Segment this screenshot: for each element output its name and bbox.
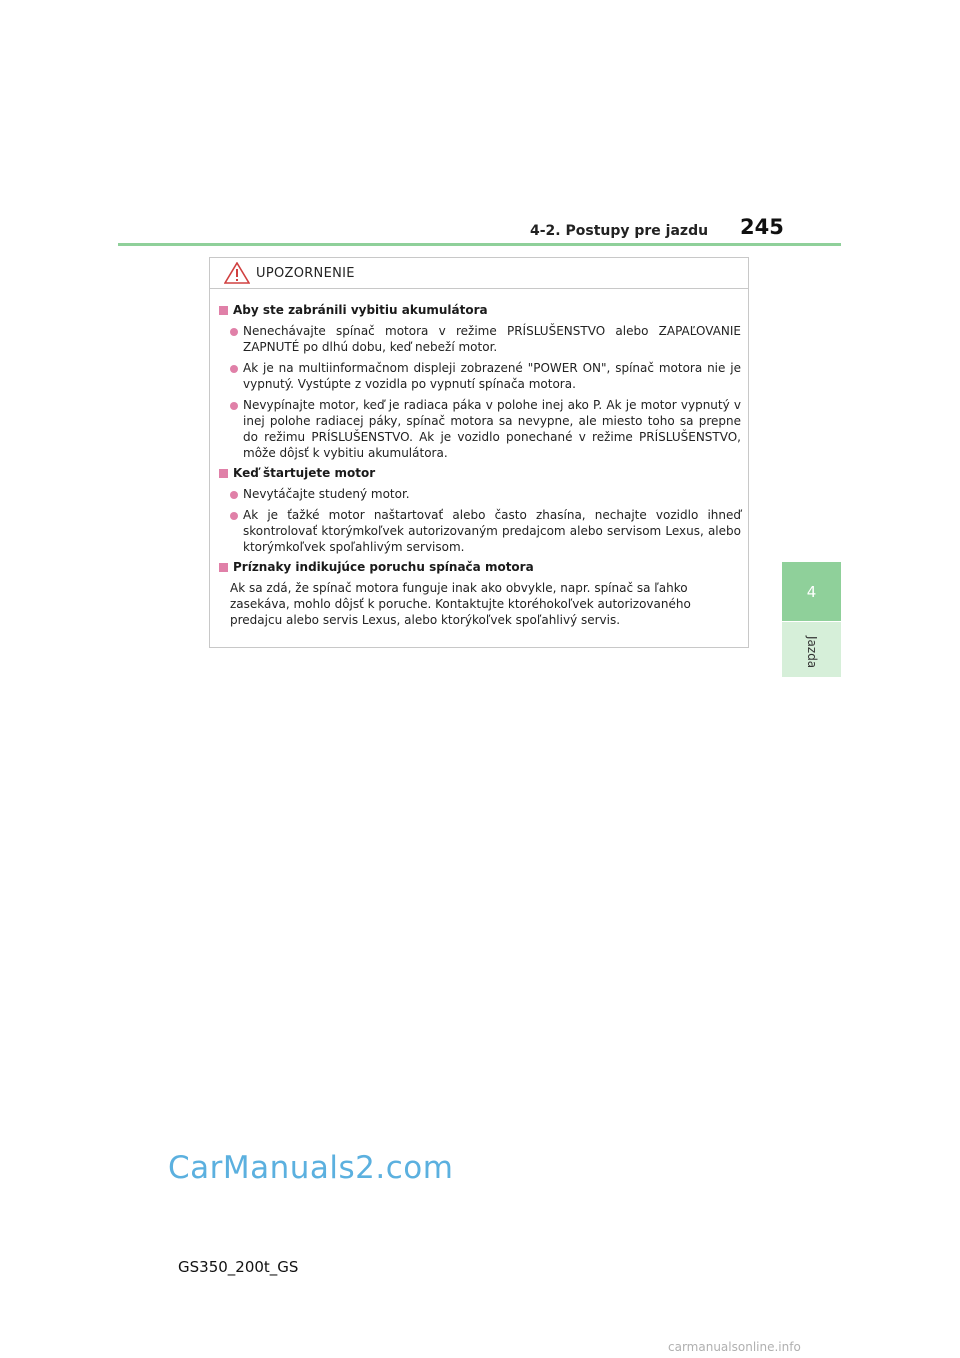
round-bullet-icon — [230, 328, 238, 336]
chapter-tab — [782, 562, 841, 621]
round-bullet-icon — [230, 491, 238, 499]
page-number: 245 — [740, 215, 784, 239]
section-paragraph: Ak sa zdá, že spínač motora funguje inak ako obvykle, napr. spínač sa ľahko zasekáva, mohlo dôjsť k poruche. Kontaktujte ktoréhokoľvek autorizovaného predajcu alebo servis Lexus, alebo ktorýkoľvek spoľahlivý servis. — [230, 581, 691, 627]
chapter-label: Jazda — [805, 635, 819, 669]
warning-title: UPOZORNENIE — [256, 265, 355, 281]
chapter-number: 4 — [806, 582, 817, 601]
bullet-item — [230, 397, 741, 461]
warning-box — [209, 257, 749, 648]
section-heading-text: Aby ste zabránili vybitiu akumulátora — [233, 303, 488, 317]
bullet-item — [230, 360, 741, 392]
round-bullet-icon — [230, 365, 238, 373]
footer-model-code: GS350_200t_GS — [178, 1258, 299, 1276]
bullet-text: Ak je na multiinformačnom displeji zobrazené "POWER ON", spínač motora nie je vypnutý. Vystúpte z vozidla po vypnutí spínača motora. — [243, 361, 741, 391]
round-bullet-icon — [230, 512, 238, 520]
warning-triangle-icon — [224, 262, 250, 284]
bullet-item — [230, 323, 741, 355]
square-bullet-icon — [219, 306, 228, 315]
bullet-text: Ak je ťažké motor naštartovať alebo často zhasína, nechajte vozidlo ihneď skontrolovať ktorýmkoľvek autorizovaným predajcom alebo servisom Lexus, alebo ktorýmkoľvek spoľahlivým servisom. — [243, 508, 741, 554]
square-bullet-icon — [219, 469, 228, 478]
header-rule — [118, 243, 841, 246]
watermark-logo: CarManuals2.com — [168, 1150, 454, 1186]
warning-header — [210, 258, 748, 289]
header-section-title: 4-2. Postupy pre jazdu — [530, 223, 709, 239]
section-heading — [219, 466, 741, 480]
section-heading — [219, 560, 741, 574]
section-heading — [219, 303, 741, 317]
square-bullet-icon — [219, 563, 228, 572]
section-heading-text: Keď štartujete motor — [233, 466, 376, 480]
round-bullet-icon — [230, 402, 238, 410]
bullet-item — [230, 507, 741, 555]
bullet-item — [230, 486, 741, 502]
warning-body — [210, 289, 748, 628]
bullet-text: Nenechávajte spínač motora v režime PRÍSLUŠENSTVO alebo ZAPAĽOVANIE ZAPNUTÉ po dlhú dobu, keď nebeží motor. — [243, 324, 741, 354]
section-heading-text: Príznaky indikujúce poruchu spínača motora — [233, 560, 534, 574]
bottom-watermark: carmanualsonline.info — [668, 1340, 801, 1354]
bullet-text: Nevytáčajte studený motor. — [243, 487, 410, 501]
bullet-text: Nevypínajte motor, keď je radiaca páka v polohe inej ako P. Ak je motor vypnutý v inej polohe radiacej páky, spínač motora sa nevypne, ale miesto toho sa prepne do režimu PRÍSLUŠENSTVO. Ak je vozidlo ponechané v režime PRÍSLUŠENSTVO, môže dôjsť k vybitiu akumulátora. — [243, 398, 741, 460]
